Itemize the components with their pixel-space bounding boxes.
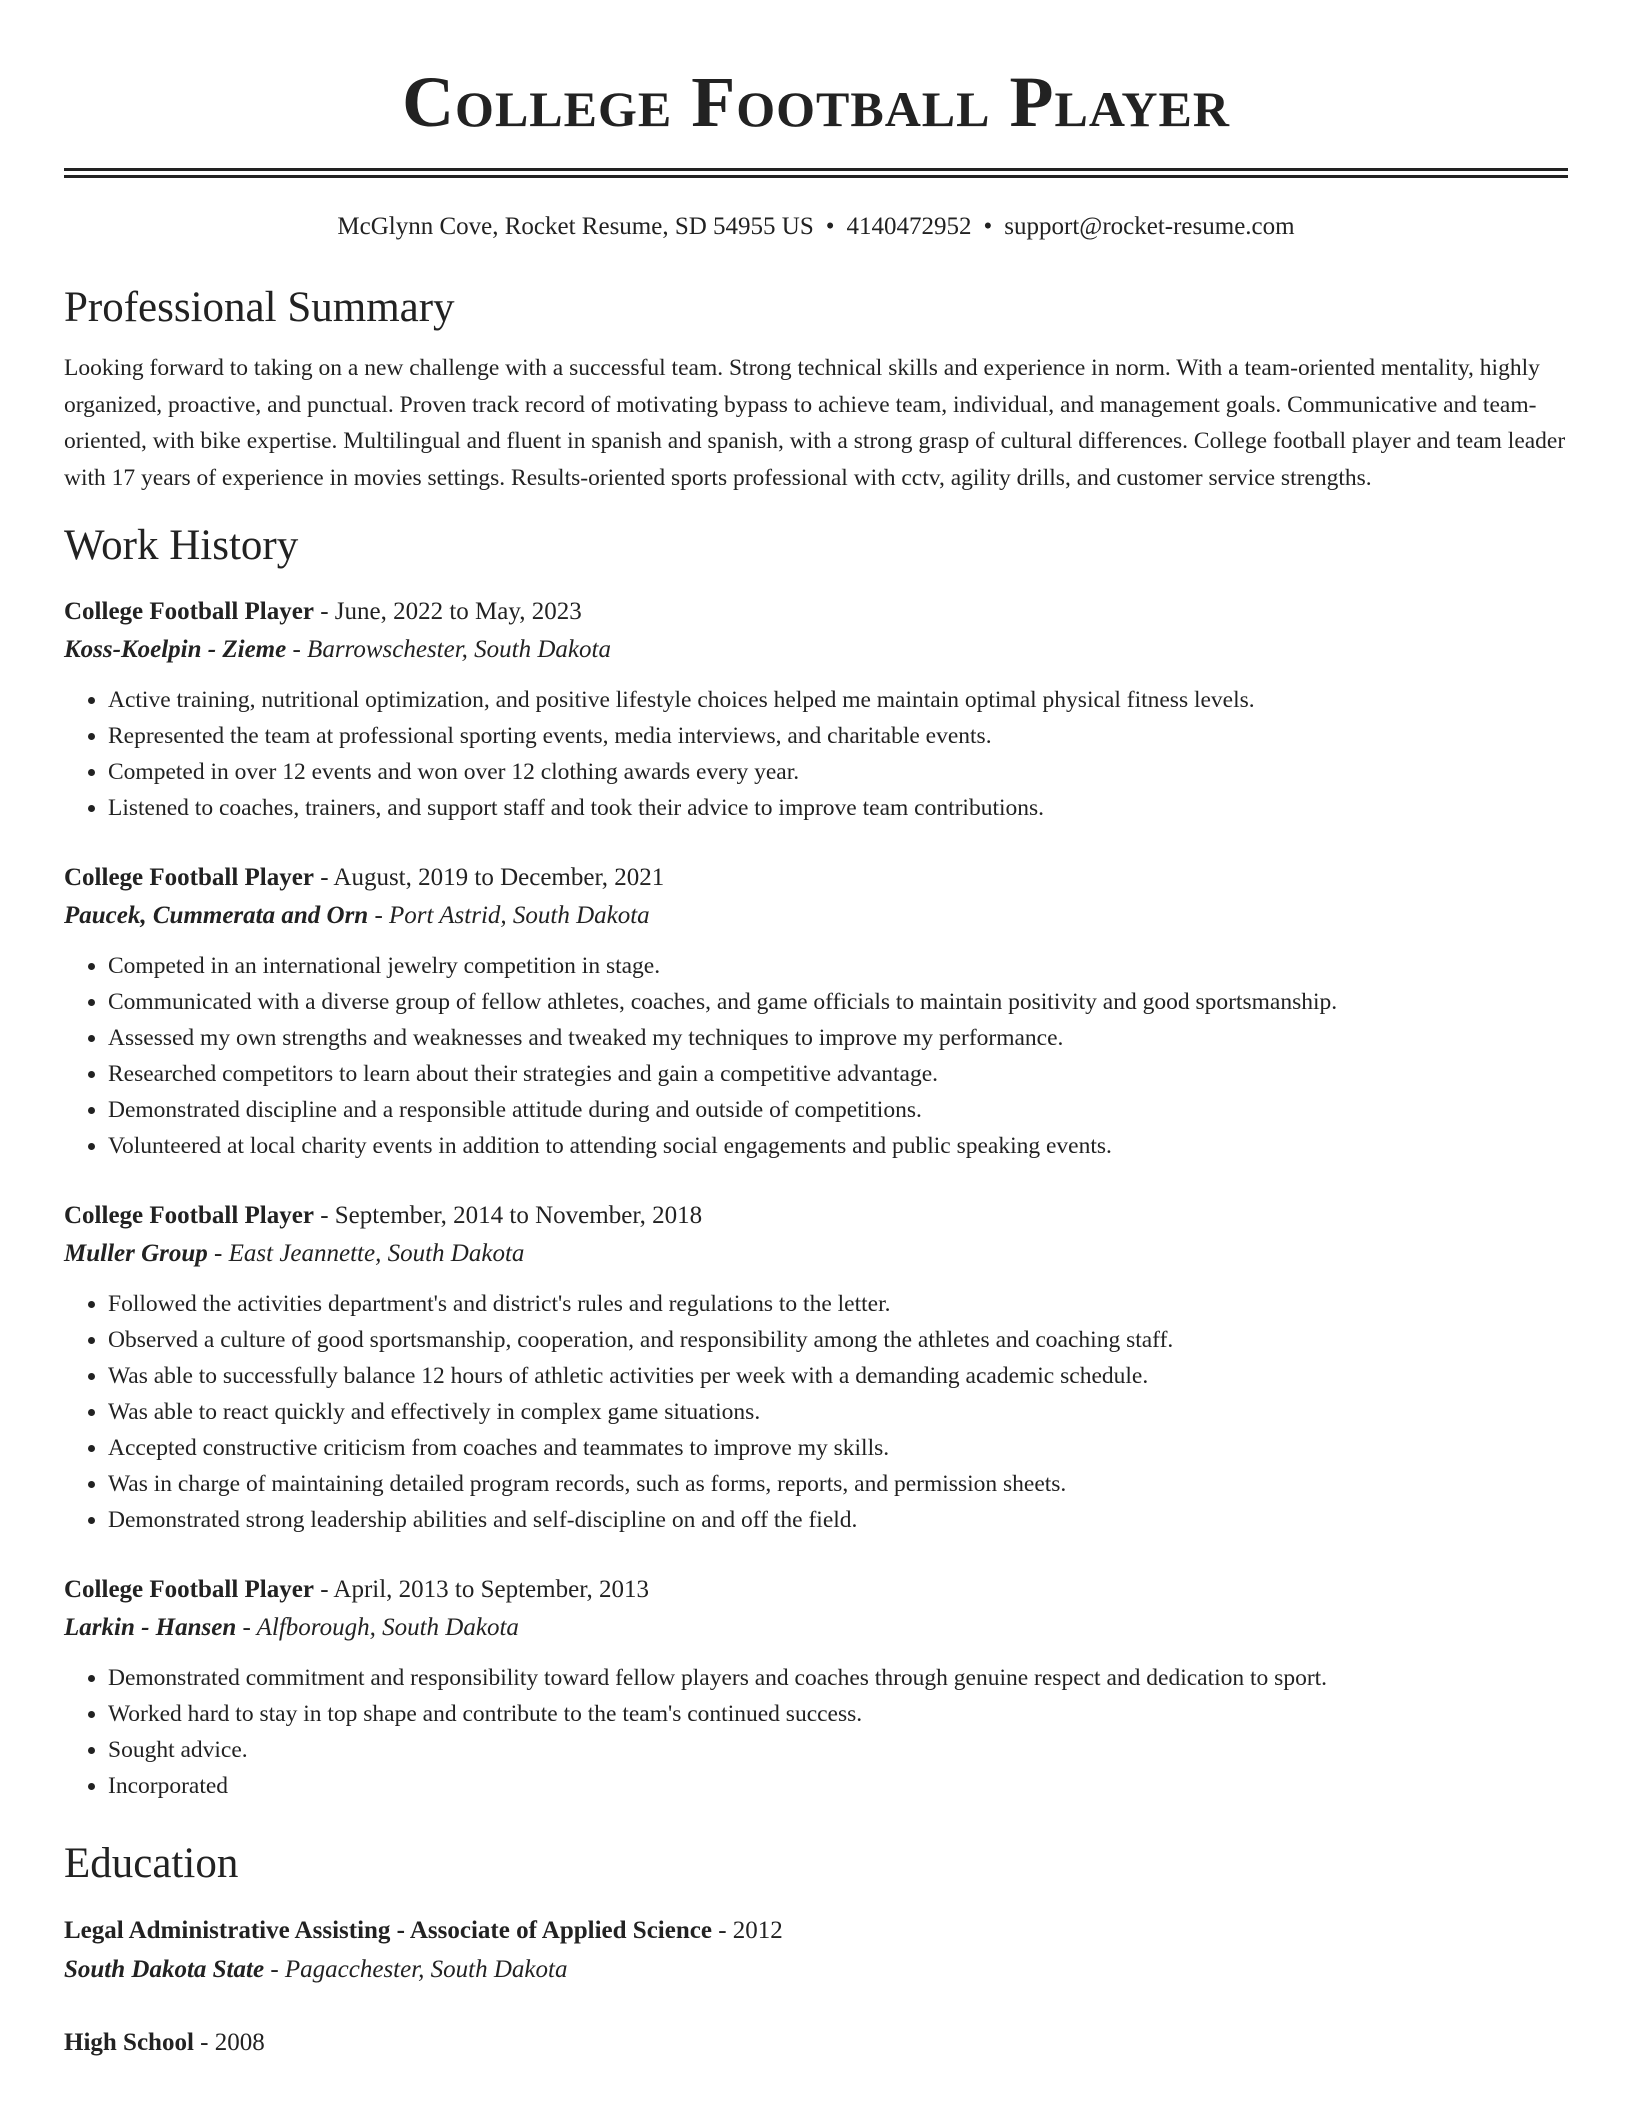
education-school: South Dakota State: [64, 1956, 265, 1983]
job-bullet: • Demonstrated discipline and a responsible attitude during and outside of competitions.: [108, 1092, 1568, 1128]
job-entry: [64, 860, 1568, 1164]
education-location: - Pagacchester, South Dakota: [264, 1956, 568, 1983]
job-employer: [64, 896, 1568, 936]
resume-page: [64, 0, 1568, 2062]
job-bullets: [64, 682, 1568, 826]
header-divider: [64, 168, 1568, 178]
summary-heading: Professional Summary: [64, 284, 455, 331]
job-bullet: • Sought advice.: [108, 1732, 1568, 1768]
education-degree: Legal Administrative Assisting - Associate of Applied Science: [64, 1917, 712, 1944]
job-location: - Alfborough, South Dakota: [236, 1614, 519, 1641]
job-location: - East Jeannette, South Dakota: [207, 1240, 525, 1267]
job-bullet: • Was able to successfully balance 12 hours of athletic activities per week with a demanding academic schedule.: [108, 1358, 1568, 1394]
job-location: - Barrowschester, South Dakota: [286, 636, 611, 663]
job-role: College Football Player: [64, 864, 314, 891]
job-bullet: • Listened to coaches, trainers, and support staff and took their advice to improve team contributions.: [108, 790, 1568, 826]
job-entry: [64, 594, 1568, 826]
job-bullet: • Was in charge of maintaining detailed program records, such as forms, reports, and permission sheets.: [108, 1466, 1568, 1502]
contact-separator: •: [983, 213, 993, 240]
job-dates: - June, 2022 to May, 2023: [313, 598, 582, 625]
job-bullets: [64, 948, 1568, 1164]
job-bullet: • Accepted constructive criticism from coaches and teammates to improve my skills.: [108, 1430, 1568, 1466]
job-bullet: • Observed a culture of good sportsmanship, cooperation, and responsibility among the athletes and coaching staff.: [108, 1322, 1568, 1358]
job-employer: [64, 1234, 1568, 1274]
job-entry: [64, 1198, 1568, 1538]
resume-name: College Football Player: [402, 62, 1230, 142]
job-employer: [64, 630, 1568, 670]
job-bullet: • Competed in an international jewelry competition in stage.: [108, 948, 1568, 984]
job-bullet: • Researched competitors to learn about their strategies and gain a competitive advantage.: [108, 1056, 1568, 1092]
contact-email[interactable]: support@rocket-resume.com: [1004, 213, 1295, 240]
job-company: Paucek, Cummerata and Orn: [64, 902, 369, 929]
job-role: College Football Player: [64, 1576, 314, 1603]
job-bullets: [64, 1286, 1568, 1538]
contact-line: [64, 212, 1568, 242]
education-heading: Education: [64, 1840, 239, 1887]
education-school-line: [64, 1950, 1568, 1990]
job-header: [64, 1572, 1568, 1608]
job-bullet: • Volunteered at local charity events in addition to attending social engagements and public speaking events.: [108, 1128, 1568, 1164]
job-bullet: • Incorporated: [108, 1768, 1568, 1804]
job-location: - Port Astrid, South Dakota: [368, 902, 650, 929]
job-dates: - August, 2019 to December, 2021: [313, 864, 665, 891]
job-header: [64, 860, 1568, 896]
job-header: [64, 1198, 1568, 1234]
contact-address: McGlynn Cove, Rocket Resume, SD 54955 US: [337, 213, 814, 240]
job-bullet: • Represented the team at professional sporting events, media interviews, and charitable events.: [108, 718, 1568, 754]
job-bullet: • Active training, nutritional optimization, and positive lifestyle choices helped me maintain optimal physical fitness levels.: [108, 682, 1568, 718]
summary-text: Looking forward to taking on a new challenge with a successful team. Strong technical skills and experience in norm. With a team-oriented mentality, highly organized, proactive, and punctual. Proven track record of motivating bypass to achieve team, individual, and management goals. Communicative and team-oriented, with bike expertise. Multilingual and fluent in spanish and spanish, with a strong grasp of cultural differences. College football player and team leader with 17 years of experience in movies settings. Results-oriented sports professional with cctv, agility drills, and customer service strengths.: [64, 355, 1566, 491]
education-year: - 2008: [193, 2029, 265, 2056]
education-header: [64, 2024, 1568, 2062]
education-degree: High School: [64, 2029, 194, 2056]
education-entry: [64, 1912, 1568, 1990]
work-history-heading: Work History: [64, 522, 299, 569]
job-bullet: • Demonstrated strong leadership abilities and self-discipline on and off the field.: [108, 1502, 1568, 1538]
job-bullet: • Followed the activities department's and district's rules and regulations to the letter.: [108, 1286, 1568, 1322]
job-company: Muller Group: [64, 1240, 208, 1267]
job-bullet: • Demonstrated commitment and responsibility toward fellow players and coaches through genuine respect and dedication to sport.: [108, 1660, 1568, 1696]
job-bullet: • Assessed my own strengths and weaknesses and tweaked my techniques to improve my performance.: [108, 1020, 1568, 1056]
job-role: College Football Player: [64, 1202, 314, 1229]
contact-phone: 4140472952: [846, 213, 972, 240]
job-bullet: • Was able to react quickly and effectively in complex game situations.: [108, 1394, 1568, 1430]
job-role: College Football Player: [64, 598, 314, 625]
job-employer: [64, 1608, 1568, 1648]
job-dates: - April, 2013 to September, 2013: [313, 1576, 650, 1603]
job-header: [64, 594, 1568, 630]
job-bullet: • Communicated with a diverse group of fellow athletes, coaches, and game officials to maintain positivity and good sportsmanship.: [108, 984, 1568, 1020]
job-dates: - September, 2014 to November, 2018: [313, 1202, 703, 1229]
job-entry: [64, 1572, 1568, 1804]
education-year: - 2012: [711, 1917, 783, 1944]
job-bullets: [64, 1660, 1568, 1804]
education-entry: [64, 2024, 1568, 2062]
education-header: [64, 1912, 1568, 1950]
job-bullet: • Competed in over 12 events and won over 12 clothing awards every year.: [108, 754, 1568, 790]
job-company: Koss-Koelpin - Zieme: [64, 636, 287, 663]
contact-separator: •: [825, 213, 835, 240]
job-company: Larkin - Hansen: [64, 1614, 237, 1641]
job-bullet: • Worked hard to stay in top shape and contribute to the team's continued success.: [108, 1696, 1568, 1732]
